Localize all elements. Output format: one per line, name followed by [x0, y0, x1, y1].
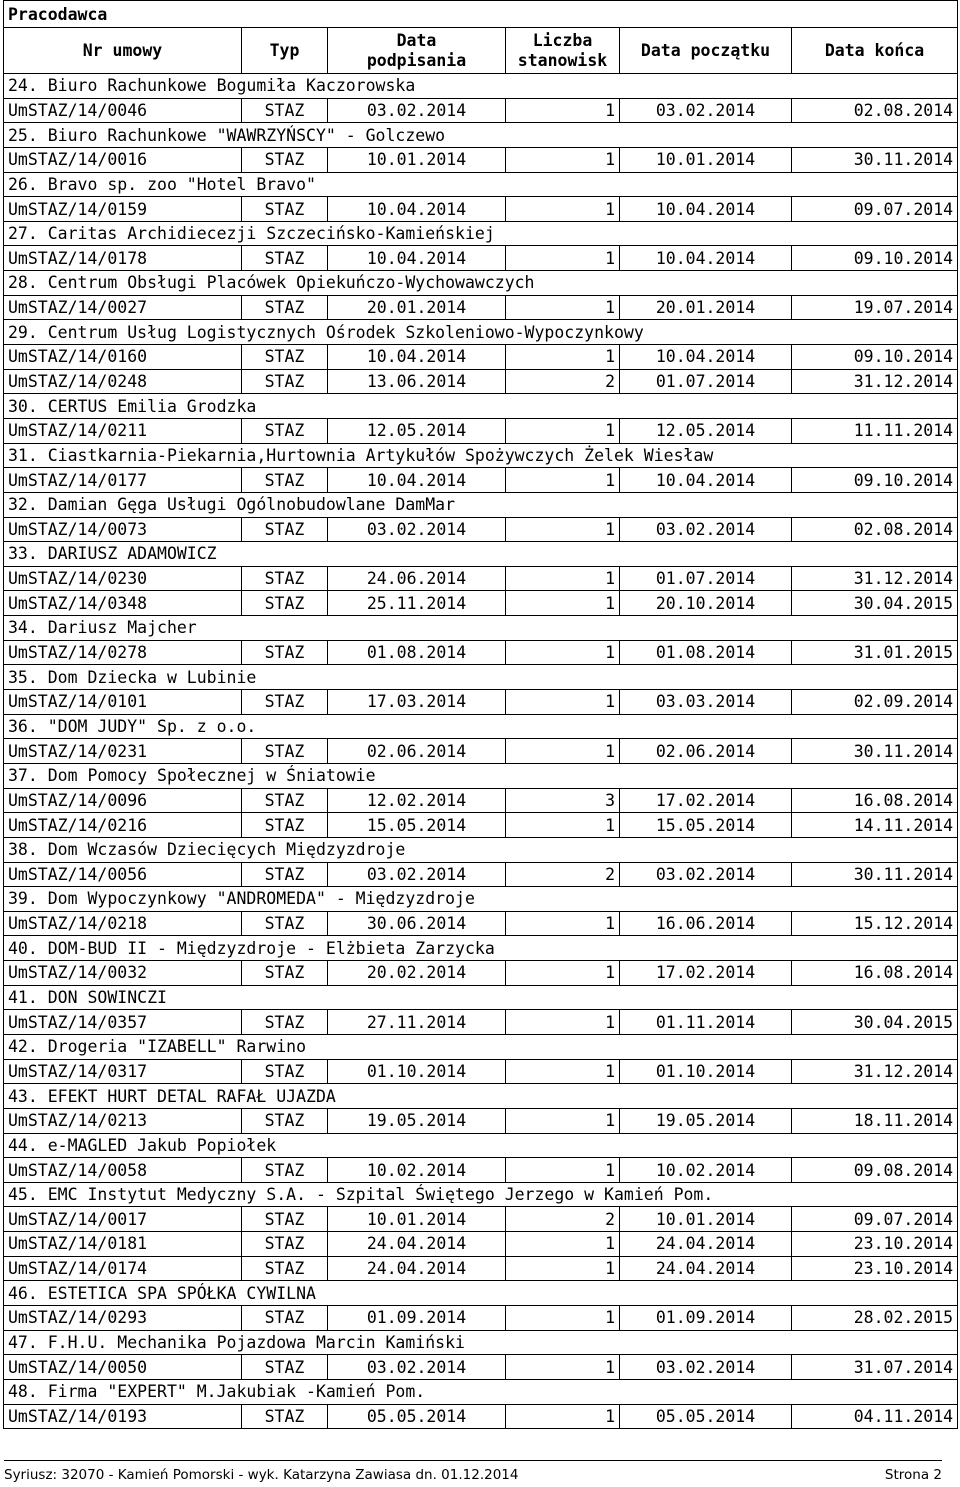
table-row: [4, 369, 958, 394]
contract-number: UmSTAZ/14/0293: [4, 1306, 242, 1331]
end-date: 09.10.2014: [792, 468, 958, 493]
start-date: 17.02.2014: [620, 788, 792, 813]
end-date: 02.08.2014: [792, 517, 958, 542]
employer-name: 47. F.H.U. Mechanika Pojazdowa Marcin Kamiński: [4, 1330, 958, 1355]
contract-number: UmSTAZ/14/0046: [4, 98, 242, 123]
end-date: 15.12.2014: [792, 911, 958, 936]
employer-name: 38. Dom Wczasów Dziecięcych Międzyzdroje: [4, 837, 958, 862]
employer-row: [4, 616, 958, 641]
positions-count: 1: [506, 690, 620, 715]
contract-type: STAZ: [242, 1059, 328, 1084]
table-row: [4, 468, 958, 493]
contract-number: UmSTAZ/14/0193: [4, 1404, 242, 1429]
report-sheet: [3, 0, 957, 1429]
contract-type: STAZ: [242, 1256, 328, 1281]
start-date: 19.05.2014: [620, 1108, 792, 1133]
contract-type: STAZ: [242, 1306, 328, 1331]
positions-count: 1: [506, 517, 620, 542]
table-row: [4, 147, 958, 172]
employer-name: 30. CERTUS Emilia Grodzka: [4, 394, 958, 419]
start-date: 16.06.2014: [620, 911, 792, 936]
table-row: [4, 1158, 958, 1183]
employer-row: [4, 665, 958, 690]
contract-number: UmSTAZ/14/0348: [4, 591, 242, 616]
employer-row: [4, 1379, 958, 1404]
table-row: [4, 1108, 958, 1133]
employer-row: [4, 172, 958, 197]
positions-count: 1: [506, 566, 620, 591]
table-body: [4, 74, 958, 1429]
positions-count: 1: [506, 147, 620, 172]
contract-number: UmSTAZ/14/0231: [4, 739, 242, 764]
signed-date: 24.06.2014: [328, 566, 506, 591]
employer-name: 24. Biuro Rachunkowe Bogumiła Kaczorowska: [4, 74, 958, 99]
employer-name: 25. Biuro Rachunkowe "WAWRZYŃSCY" - Golczewo: [4, 123, 958, 148]
signed-date: 10.01.2014: [328, 147, 506, 172]
contract-type: STAZ: [242, 1158, 328, 1183]
contract-number: UmSTAZ/14/0096: [4, 788, 242, 813]
signed-date: 01.10.2014: [328, 1059, 506, 1084]
table-row: [4, 1232, 958, 1257]
employer-row: [4, 443, 958, 468]
signed-date: 19.05.2014: [328, 1108, 506, 1133]
start-date: 15.05.2014: [620, 813, 792, 838]
employer-name: 26. Bravo sp. zoo "Hotel Bravo": [4, 172, 958, 197]
signed-date: 20.02.2014: [328, 961, 506, 986]
table-row: [4, 98, 958, 123]
employer-name: 37. Dom Pomocy Społecznej w Śniatowie: [4, 763, 958, 788]
start-date: 10.04.2014: [620, 246, 792, 271]
table-row: [4, 911, 958, 936]
signed-date: 03.02.2014: [328, 517, 506, 542]
contract-number: UmSTAZ/14/0101: [4, 690, 242, 715]
positions-count: 1: [506, 813, 620, 838]
end-date: 09.10.2014: [792, 345, 958, 370]
start-date: 01.07.2014: [620, 566, 792, 591]
signed-date: 12.05.2014: [328, 418, 506, 443]
end-date: 04.11.2014: [792, 1404, 958, 1429]
table-row: [4, 246, 958, 271]
signed-date: 01.08.2014: [328, 640, 506, 665]
table-row: [4, 418, 958, 443]
table-row: [4, 1010, 958, 1035]
employer-name: 33. DARIUSZ ADAMOWICZ: [4, 542, 958, 567]
contract-type: STAZ: [242, 246, 328, 271]
contract-number: UmSTAZ/14/0211: [4, 418, 242, 443]
col-header-type: Typ: [242, 28, 328, 74]
end-date: 14.11.2014: [792, 813, 958, 838]
table-row: [4, 1256, 958, 1281]
table-row: [4, 517, 958, 542]
start-date: 01.07.2014: [620, 369, 792, 394]
start-date: 24.04.2014: [620, 1232, 792, 1257]
start-date: 10.04.2014: [620, 345, 792, 370]
contract-number: UmSTAZ/14/0357: [4, 1010, 242, 1035]
end-date: 30.11.2014: [792, 739, 958, 764]
employer-row: [4, 542, 958, 567]
start-date: 20.10.2014: [620, 591, 792, 616]
signed-date: 15.05.2014: [328, 813, 506, 838]
contract-number: UmSTAZ/14/0248: [4, 369, 242, 394]
contract-type: STAZ: [242, 862, 328, 887]
end-date: 09.10.2014: [792, 246, 958, 271]
table-row: [4, 197, 958, 222]
positions-count: 3: [506, 788, 620, 813]
positions-count: 1: [506, 468, 620, 493]
employer-row: [4, 714, 958, 739]
contract-type: STAZ: [242, 197, 328, 222]
employer-row: [4, 837, 958, 862]
page-number: Strona 2: [884, 1467, 942, 1483]
employer-row: [4, 985, 958, 1010]
employer-name: 29. Centrum Usług Logistycznych Ośrodek Szkoleniowo-Wypoczynkowy: [4, 320, 958, 345]
contract-number: UmSTAZ/14/0160: [4, 345, 242, 370]
start-date: 03.02.2014: [620, 517, 792, 542]
end-date: 16.08.2014: [792, 788, 958, 813]
employer-name: 31. Ciastkarnia-Piekarnia,Hurtownia Artykułów Spożywczych Żelek Wiesław: [4, 443, 958, 468]
signed-date: 24.04.2014: [328, 1256, 506, 1281]
table-row: [4, 295, 958, 320]
contract-number: UmSTAZ/14/0174: [4, 1256, 242, 1281]
contract-number: UmSTAZ/14/0178: [4, 246, 242, 271]
col-header-start: Data początku: [620, 28, 792, 74]
start-date: 02.06.2014: [620, 739, 792, 764]
page-footer: [4, 1460, 942, 1487]
employer-row: [4, 1034, 958, 1059]
employer-name: 40. DOM-BUD II - Międzyzdroje - Elżbieta Zarzycka: [4, 936, 958, 961]
start-date: 03.02.2014: [620, 98, 792, 123]
end-date: 28.02.2015: [792, 1306, 958, 1331]
contract-type: STAZ: [242, 1207, 328, 1232]
contract-type: STAZ: [242, 591, 328, 616]
employer-name: 34. Dariusz Majcher: [4, 616, 958, 641]
employer-row: [4, 1281, 958, 1306]
employer-row: [4, 221, 958, 246]
contract-number: UmSTAZ/14/0027: [4, 295, 242, 320]
employer-row: [4, 492, 958, 517]
employer-row: [4, 320, 958, 345]
contract-number: UmSTAZ/14/0159: [4, 197, 242, 222]
table-row: [4, 961, 958, 986]
signed-date: 25.11.2014: [328, 591, 506, 616]
contract-type: STAZ: [242, 418, 328, 443]
signed-date: 10.01.2014: [328, 1207, 506, 1232]
positions-count: 1: [506, 345, 620, 370]
table-row: [4, 640, 958, 665]
contract-number: UmSTAZ/14/0073: [4, 517, 242, 542]
table-row: [4, 1059, 958, 1084]
positions-count: 1: [506, 1158, 620, 1183]
contract-number: UmSTAZ/14/0216: [4, 813, 242, 838]
positions-count: 2: [506, 1207, 620, 1232]
contract-number: UmSTAZ/14/0218: [4, 911, 242, 936]
end-date: 31.12.2014: [792, 566, 958, 591]
positions-count: 1: [506, 295, 620, 320]
end-date: 09.07.2014: [792, 1207, 958, 1232]
start-date: 01.08.2014: [620, 640, 792, 665]
positions-count: 2: [506, 862, 620, 887]
contract-number: UmSTAZ/14/0317: [4, 1059, 242, 1084]
col-header-positions: Liczba stanowisk: [506, 28, 620, 74]
start-date: 24.04.2014: [620, 1256, 792, 1281]
end-date: 30.11.2014: [792, 147, 958, 172]
positions-count: 1: [506, 1256, 620, 1281]
end-date: 02.09.2014: [792, 690, 958, 715]
contract-number: UmSTAZ/14/0032: [4, 961, 242, 986]
positions-count: 1: [506, 1059, 620, 1084]
contract-number: UmSTAZ/14/0278: [4, 640, 242, 665]
employer-row: [4, 394, 958, 419]
contract-type: STAZ: [242, 1232, 328, 1257]
end-date: 30.04.2015: [792, 591, 958, 616]
start-date: 10.04.2014: [620, 468, 792, 493]
contract-type: STAZ: [242, 961, 328, 986]
signed-date: 01.09.2014: [328, 1306, 506, 1331]
table-row: [4, 690, 958, 715]
start-date: 01.09.2014: [620, 1306, 792, 1331]
employer-row: [4, 887, 958, 912]
signed-date: 30.06.2014: [328, 911, 506, 936]
contract-type: STAZ: [242, 295, 328, 320]
contract-type: STAZ: [242, 640, 328, 665]
contract-number: UmSTAZ/14/0056: [4, 862, 242, 887]
start-date: 03.02.2014: [620, 1355, 792, 1380]
table-row: [4, 566, 958, 591]
table-row: [4, 862, 958, 887]
positions-count: 1: [506, 640, 620, 665]
signed-date: 10.04.2014: [328, 345, 506, 370]
employer-name: 28. Centrum Obsługi Placówek Opiekuńczo-Wychowawczych: [4, 271, 958, 296]
table-row: [4, 788, 958, 813]
table-row: [4, 739, 958, 764]
end-date: 31.12.2014: [792, 369, 958, 394]
contract-type: STAZ: [242, 468, 328, 493]
contract-type: STAZ: [242, 345, 328, 370]
employer-name: 36. "DOM JUDY" Sp. z o.o.: [4, 714, 958, 739]
employer-name: 27. Caritas Archidiecezji Szczecińsko-Kamieńskiej: [4, 221, 958, 246]
table-row: [4, 1306, 958, 1331]
contract-type: STAZ: [242, 1404, 328, 1429]
contract-type: STAZ: [242, 1010, 328, 1035]
contract-type: STAZ: [242, 788, 328, 813]
employer-name: 32. Damian Gęga Usługi Ogólnobudowlane DamMar: [4, 492, 958, 517]
end-date: 23.10.2014: [792, 1232, 958, 1257]
signed-date: 27.11.2014: [328, 1010, 506, 1035]
employer-row: [4, 271, 958, 296]
employer-row: [4, 1133, 958, 1158]
start-date: 10.04.2014: [620, 197, 792, 222]
start-date: 03.03.2014: [620, 690, 792, 715]
end-date: 18.11.2014: [792, 1108, 958, 1133]
employer-name: 41. DON SOWINCZI: [4, 985, 958, 1010]
end-date: 30.04.2015: [792, 1010, 958, 1035]
positions-count: 2: [506, 369, 620, 394]
employer-row: [4, 763, 958, 788]
table-row: [4, 591, 958, 616]
signed-date: 10.02.2014: [328, 1158, 506, 1183]
table-row: [4, 1404, 958, 1429]
employer-row: [4, 123, 958, 148]
col-header-contract: Nr umowy: [4, 28, 242, 74]
positions-count: 1: [506, 1306, 620, 1331]
contract-type: STAZ: [242, 911, 328, 936]
contract-number: UmSTAZ/14/0177: [4, 468, 242, 493]
contract-type: STAZ: [242, 566, 328, 591]
signed-date: 03.02.2014: [328, 1355, 506, 1380]
contract-type: STAZ: [242, 1355, 328, 1380]
contract-type: STAZ: [242, 147, 328, 172]
end-date: 31.07.2014: [792, 1355, 958, 1380]
signed-date: 24.04.2014: [328, 1232, 506, 1257]
positions-count: 1: [506, 739, 620, 764]
signed-date: 05.05.2014: [328, 1404, 506, 1429]
positions-count: 1: [506, 961, 620, 986]
signed-date: 17.03.2014: [328, 690, 506, 715]
end-date: 09.08.2014: [792, 1158, 958, 1183]
start-date: 17.02.2014: [620, 961, 792, 986]
start-date: 01.10.2014: [620, 1059, 792, 1084]
start-date: 12.05.2014: [620, 418, 792, 443]
col-header-end: Data końca: [792, 28, 958, 74]
signed-date: 12.02.2014: [328, 788, 506, 813]
contracts-table: [3, 0, 958, 1429]
signed-date: 03.02.2014: [328, 98, 506, 123]
end-date: 02.08.2014: [792, 98, 958, 123]
positions-count: 1: [506, 1232, 620, 1257]
end-date: 23.10.2014: [792, 1256, 958, 1281]
contract-type: STAZ: [242, 98, 328, 123]
positions-count: 1: [506, 418, 620, 443]
start-date: 03.02.2014: [620, 862, 792, 887]
contract-type: STAZ: [242, 1108, 328, 1133]
employer-name: 44. e-MAGLED Jakub Popiołek: [4, 1133, 958, 1158]
start-date: 05.05.2014: [620, 1404, 792, 1429]
table-row: [4, 813, 958, 838]
employer-name: 39. Dom Wypoczynkowy "ANDROMEDA" - Międzyzdroje: [4, 887, 958, 912]
table-row: [4, 1207, 958, 1232]
contract-number: UmSTAZ/14/0213: [4, 1108, 242, 1133]
employer-row: [4, 936, 958, 961]
positions-count: 1: [506, 591, 620, 616]
positions-count: 1: [506, 98, 620, 123]
end-date: 19.07.2014: [792, 295, 958, 320]
signed-date: 20.01.2014: [328, 295, 506, 320]
end-date: 30.11.2014: [792, 862, 958, 887]
start-date: 10.01.2014: [620, 1207, 792, 1232]
start-date: 10.01.2014: [620, 147, 792, 172]
employer-name: 48. Firma "EXPERT" M.Jakubiak -Kamień Pom.: [4, 1379, 958, 1404]
end-date: 16.08.2014: [792, 961, 958, 986]
table-row: [4, 345, 958, 370]
employer-name: 35. Dom Dziecka w Lubinie: [4, 665, 958, 690]
contract-type: STAZ: [242, 690, 328, 715]
footer-info: Syriusz: 32070 - Kamień Pomorski - wyk. Katarzyna Zawiasa dn. 01.12.2014: [4, 1467, 519, 1483]
employer-heading: Pracodawca: [4, 1, 958, 28]
contract-number: UmSTAZ/14/0016: [4, 147, 242, 172]
positions-count: 1: [506, 1010, 620, 1035]
signed-date: 10.04.2014: [328, 246, 506, 271]
contract-type: STAZ: [242, 517, 328, 542]
contract-type: STAZ: [242, 369, 328, 394]
end-date: 09.07.2014: [792, 197, 958, 222]
start-date: 01.11.2014: [620, 1010, 792, 1035]
employer-name: 45. EMC Instytut Medyczny S.A. - Szpital Świętego Jerzego w Kamień Pom.: [4, 1182, 958, 1207]
positions-count: 1: [506, 1404, 620, 1429]
employer-name: 42. Drogeria "IZABELL" Rarwino: [4, 1034, 958, 1059]
end-date: 11.11.2014: [792, 418, 958, 443]
contract-number: UmSTAZ/14/0181: [4, 1232, 242, 1257]
signed-date: 13.06.2014: [328, 369, 506, 394]
start-date: 20.01.2014: [620, 295, 792, 320]
signed-date: 03.02.2014: [328, 862, 506, 887]
positions-count: 1: [506, 1355, 620, 1380]
signed-date: 10.04.2014: [328, 197, 506, 222]
contract-type: STAZ: [242, 739, 328, 764]
employer-row: [4, 74, 958, 99]
start-date: 10.02.2014: [620, 1158, 792, 1183]
contract-number: UmSTAZ/14/0058: [4, 1158, 242, 1183]
employer-row: [4, 1084, 958, 1109]
employer-row: [4, 1330, 958, 1355]
table-row: [4, 1355, 958, 1380]
contract-number: UmSTAZ/14/0230: [4, 566, 242, 591]
positions-count: 1: [506, 911, 620, 936]
end-date: 31.01.2015: [792, 640, 958, 665]
contract-number: UmSTAZ/14/0050: [4, 1355, 242, 1380]
employer-name: 43. EFEKT HURT DETAL RAFAŁ UJAZDA: [4, 1084, 958, 1109]
signed-date: 10.04.2014: [328, 468, 506, 493]
contract-number: UmSTAZ/14/0017: [4, 1207, 242, 1232]
employer-row: [4, 1182, 958, 1207]
end-date: 31.12.2014: [792, 1059, 958, 1084]
positions-count: 1: [506, 246, 620, 271]
positions-count: 1: [506, 197, 620, 222]
col-header-signed: Data podpisania: [328, 28, 506, 74]
employer-name: 46. ESTETICA SPA SPÓŁKA CYWILNA: [4, 1281, 958, 1306]
positions-count: 1: [506, 1108, 620, 1133]
signed-date: 02.06.2014: [328, 739, 506, 764]
contract-type: STAZ: [242, 813, 328, 838]
